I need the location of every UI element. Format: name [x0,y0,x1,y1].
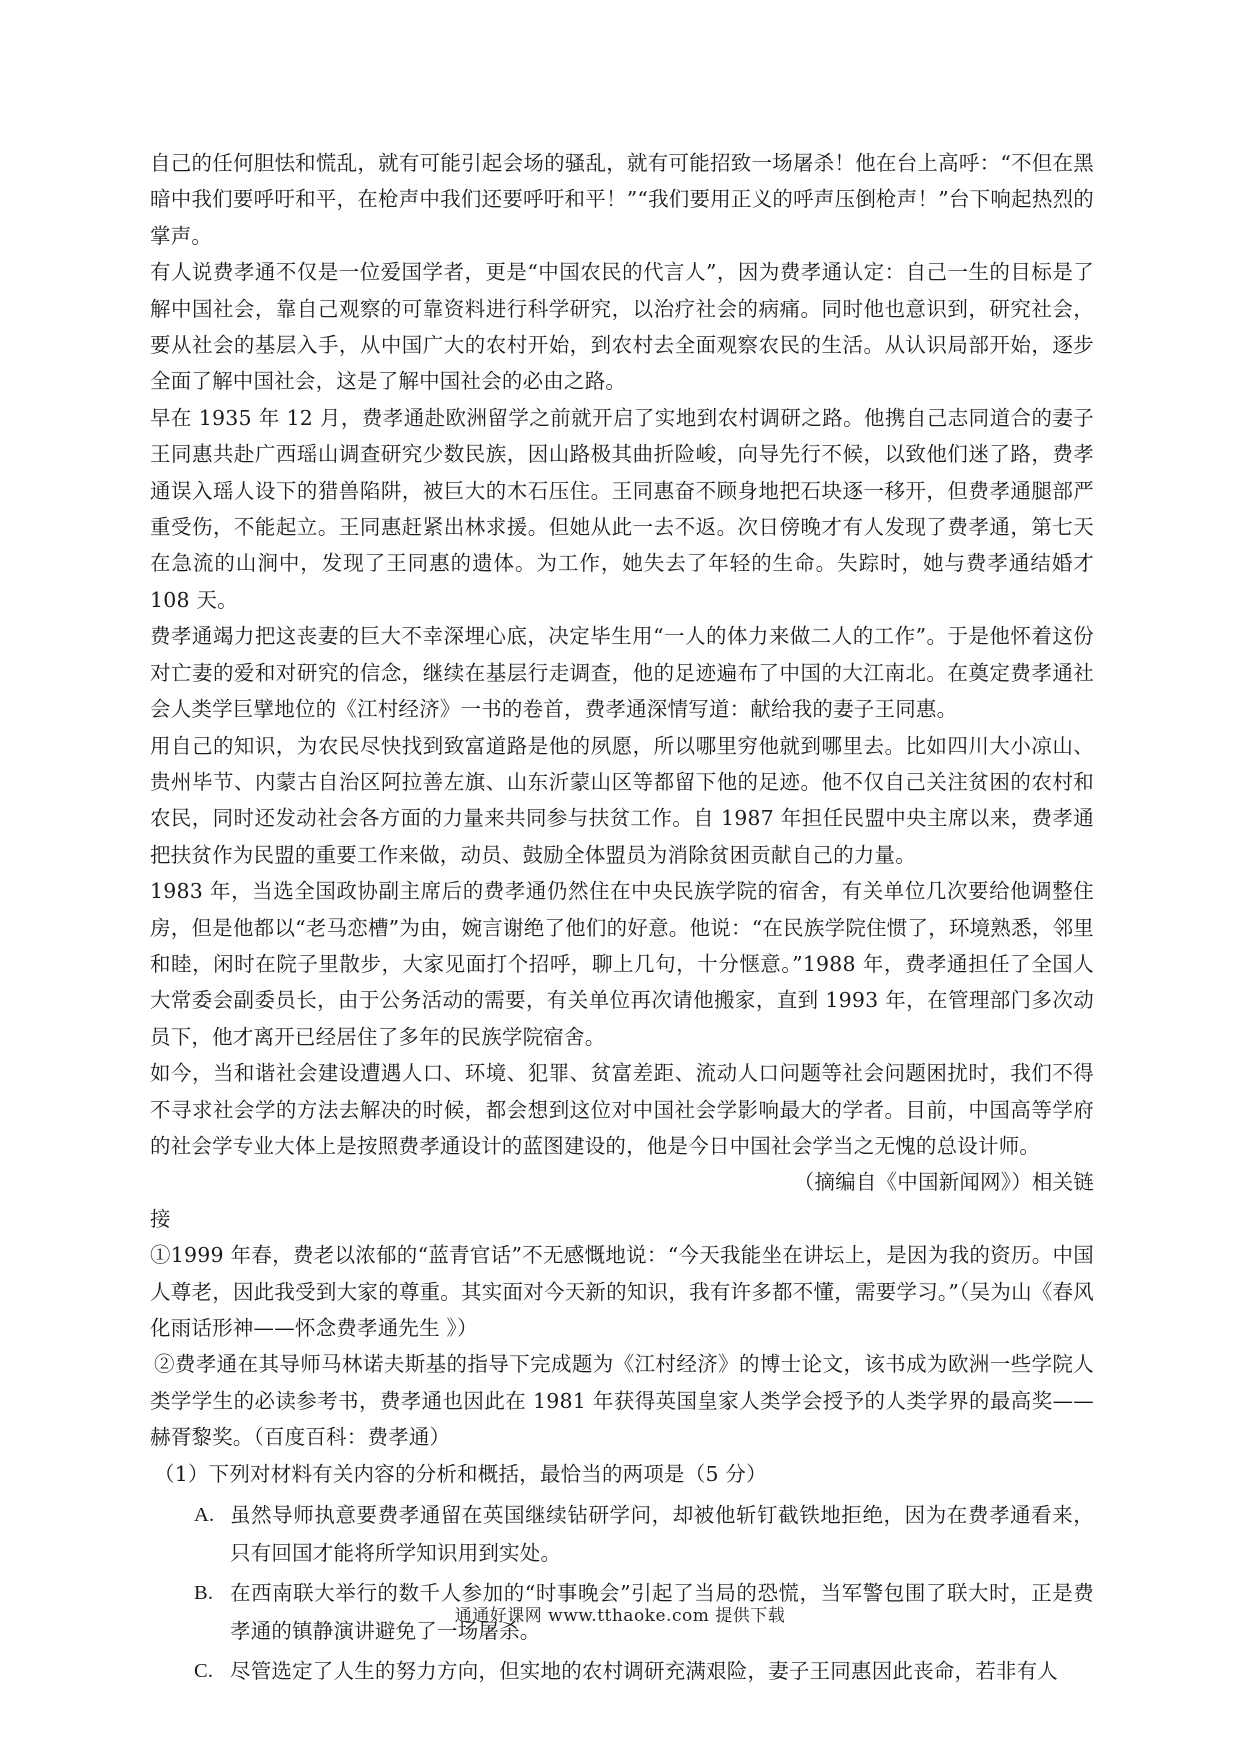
paragraph-3: 早在 1935 年 12 月，费孝通赴欧洲留学之前就开启了实地到农村调研之路。他携自己志同道合的妻子王同惠共赴广西瑶山调查研究少数民族，因山路极其曲折险峻，向导先行不候，以致他们迷了路，费孝通误入瑶人设下的猎兽陷阱，被巨大的木石压住。王同惠奋不顾身地把石块逐一移开，但费孝通腿部严重受伤，不能起立。王同惠赶紧出林求援。但她从此一去不返。次日傍晚才有人发现了费孝通，第七天在急流的山涧中，发现了王同惠的遗体。为工作，她失去了年轻的生命。失踪时，她与费孝通结婚才 108 天。 [150,405,1094,612]
paragraph-5: 用自己的知识，为农民尽快找到致富道路是他的夙愿，所以哪里穷他就到哪里去。比如四川大小凉山、贵州毕节、内蒙古自治区阿拉善左旗、山东沂蒙山区等都留下他的足迹。他不仅自己关注贫困的农村和农民，同时还发动社会各方面的力量来共同参与扶贫工作。自 1987 年担任民盟中央主席以来，费孝通把扶贫作为民盟的重要工作来做，动员、鼓励全体盟员为消除贫困贡献自己的力量。 [150,733,1094,867]
source-citation-tail: 接 [150,1206,171,1231]
option-a-letter: A. [194,1504,215,1527]
page-footer: 通通好课网 www.tthaoke.com 提供下载 [454,1606,786,1626]
paragraph-4: 费孝通竭力把这丧妻的巨大不幸深埋心底，决定毕生用“一人的体力来做二人的工作”。于是他怀着这份对亡妻的爱和对研究的信念，继续在基层行走调查，他的足迹遍布了中国的大江南北。在奠定费孝通社会人类学巨擘地位的《江村经济》一书的卷首，费孝通深情写道：献给我的妻子王同惠。 [150,624,1094,722]
option-c-text: 尽管选定了人生的努力方向，但实地的农村调研充满艰险，妻子王同惠因此丧命，若非有人 [230,1659,1058,1684]
related-link-1: ①1999 年春，费老以浓郁的“蓝青官话”不无感慨地说：“今天我能坐在讲坛上，是因为我的资历。中国人尊老，因此我受到大家的尊重。其实面对今天新的知识，我有许多都不懂，需要学习。”（吴为山《春风化雨话形神——怀念费孝通先生 》） [150,1243,1094,1340]
question-1: （1）下列对材料有关内容的分析和概括，最恰当的两项是（5 分） [154,1461,767,1486]
option-b-text: 在西南联大举行的数千人参加的“时事晚会”引起了当局的恐慌，当军警包围了联大时，正是费孝通的镇静演讲避免了一场屠杀。 [230,1581,1094,1644]
option-b-letter: B. [194,1582,214,1605]
related-link-2: ②费孝通在其导师马林诺夫斯基的指导下完成题为《江村经济》的博士论文，该书成为欧洲一些学院人类学学生的必读参考书，费孝通也因此在 1981 年获得英国皇家人类学会授予的人类学界的最高奖——赫胥黎奖。（百度百科：费孝通） [150,1352,1094,1450]
option-a-text: 虽然导师执意要费孝通留在英国继续钻研学问，却被他斩钉截铁地拒绝，因为在费孝通看来，只有回国才能将所学知识用到实处。 [230,1503,1094,1566]
option-c [150,1652,1094,1690]
answer-options [150,1496,1094,1690]
source-citation: （摘编自《中国新闻网》）相关链 [793,1170,1094,1195]
paragraph-2: 有人说费孝通不仅是一位爱国学者，更是“中国农民的代言人”，因为费孝通认定：自己一生的目标是了解中国社会，靠自己观察的可靠资料进行科学研究，以治疗社会的病痛。同时他也意识到，研究社会，要从社会的基层入手，从中国广大的农村开始，到农村去全面观察农民的生活。从认识局部开始，逐步全面了解中国社会，这是了解中国社会的必由之路。 [150,260,1094,394]
paragraph-6: 1983 年，当选全国政协副主席后的费孝通仍然住在中央民族学院的宿舍，有关单位几次要给他调整住房，但是他都以“老马恋槽”为由，婉言谢绝了他们的好意。他说：“在民族学院住惯了，环境熟悉，邻里和睦，闲时在院子里散步，大家见面打个招呼，聊上几句，十分惬意。”1988 年，费孝通担任了全国人大常委会副委员长，由于公务活动的需要，有关单位再次请他搬家，直到 1993 年，在管理部门多次动员下，他才离开已经居住了多年的民族学院宿舍。 [150,879,1094,1049]
paragraph-7: 如今，当和谐社会建设遭遇人口、环境、犯罪、贫富差距、流动人口问题等社会问题困扰时，我们不得不寻求社会学的方法去解决的时候，都会想到这位对中国社会学影响最大的学者。目前，中国高等学府的社会学专业大体上是按照费孝通设计的蓝图建设的，他是今日中国社会学当之无愧的总设计师。 [150,1061,1094,1158]
document-body [150,145,1094,1692]
paragraph-1: 自己的任何胆怯和慌乱，就有可能引起会场的骚乱，就有可能招致一场屠杀！他在台上高呼：“不但在黑暗中我们要呼吁和平，在枪声中我们还要呼吁和平！”“我们要用正义的呼声压倒枪声！”台下响起热烈的掌声。 [150,151,1094,248]
option-c-letter: C. [194,1660,214,1683]
option-a [150,1496,1094,1572]
